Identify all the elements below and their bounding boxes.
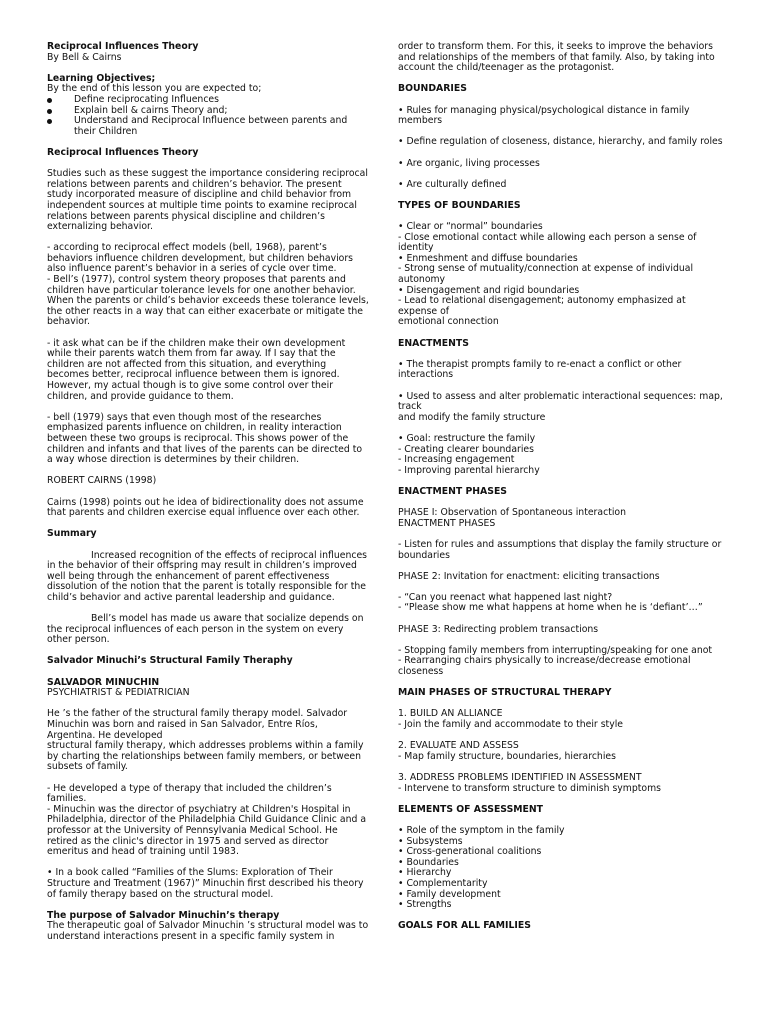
bullet-dot-icon xyxy=(47,109,52,114)
right-column xyxy=(398,42,726,942)
paragraph: - according to reciprocal effect models (bell, 1968), parent’s behaviors influence children development, but children behaviors also influence parent’s behavior in a series of cycle over time. - Bell’s (1977), control system theory proposes that parents and children have particular tolerance levels for one another behavior. When the parents or child’s behavior exceeds these tolerance levels, the other reacts in a way that can either exacerbate or mitigate the behavior. xyxy=(47,242,369,328)
paragraph: • Are organic, living processes xyxy=(398,157,540,169)
paragraph: 1. BUILD AN ALLIANCE - Join the family and accommodate to their style xyxy=(398,708,624,730)
paragraph: • Used to assess and alter problematic interactional sequences: map, track and modify the family structure xyxy=(398,390,723,423)
paragraph: By Bell & Cairns xyxy=(47,51,122,63)
bullet-dot-icon xyxy=(47,119,52,124)
paragraph: order to transform them. For this, it seeks to improve the behaviors and relationships of the members of that family. Also, by taking into account the child/teenager as the protagonist. xyxy=(398,41,715,74)
section-heading: GOALS FOR ALL FAMILIES xyxy=(398,920,531,932)
paragraph: PSYCHIATRIST & PEDIATRICIAN xyxy=(47,687,190,699)
section-heading: Salvador Minuchi’s Structural Family Theraphy xyxy=(47,655,293,667)
section-heading: ENACTMENT PHASES xyxy=(398,485,507,497)
paragraph: ROBERT CAIRNS (1998) xyxy=(47,475,157,487)
section-heading: Reciprocal Influences Theory xyxy=(47,41,199,52)
paragraph: - He developed a type of therapy that included the children’s families. - Minuchin was the director of psychiatry at Children's Hospital in Philadelphia, director of the Philadelphia Child Guidance Clinic and a professor at the University of Pennsylvania Medical School. He retired as the clinic's director in 1975 and served as director emeritus and head of training until 1983. xyxy=(47,782,367,858)
paragraph: • Goal: restructure the family - Creating clearer boundaries - Increasing engagement - Improving parental hierarchy xyxy=(398,432,540,476)
paragraph: • Clear or “normal” boundaries - Close emotional contact while allowing each person a sense of identity • Enmeshment and diffuse boundaries - Strong sense of mutuality/connection at expense of individual autonomy • Disengagement and rigid boundaries - Lead to relational disengagement; autonomy emphasized at expense of emotional connection xyxy=(398,221,697,328)
paragraph: Studies such as these suggest the importance considering reciprocal relations between parents and children’s behavior. The present study incorporated measure of discipline and child behavior from independent sources at multiple time points to examine reciprocal relations between parents physical discipline and children’s externalizing behavior. xyxy=(47,168,368,233)
paragraph: Cairns (1998) points out he idea of bidirectionality does not assume that parents and children exercise equal influence over each other. xyxy=(47,496,364,519)
paragraph: - bell (1979) says that even though most of the researches emphasized parents influence on children, in reality interaction between these two groups is reciprocal. This shows power of the children and infants and that lives of the parents can be directed to a way whose direction is determines by their children. xyxy=(47,411,363,466)
paragraph: - it ask what can be if the children make their own development while their parents watch them from far away. If I say that the children are not affected from this situation, and everything becomes better, reciprocal influence between them is ignored. However, my actual though is to give some control over their children, and provide guidance to them. xyxy=(47,337,346,402)
section-heading: Reciprocal Influences Theory xyxy=(47,146,199,158)
left-column xyxy=(47,42,369,953)
bullet-text: Understand and Reciprocal Influence between parents and their Children xyxy=(74,115,348,137)
section-heading: MAIN PHASES OF STRUCTURAL THERAPY xyxy=(398,687,612,699)
section-heading: Learning Objectives; xyxy=(47,72,156,84)
bullet-list xyxy=(47,95,369,137)
section-heading: BOUNDARIES xyxy=(398,83,467,95)
paragraph: • Are culturally defined xyxy=(398,178,507,190)
bullet-text: Define reciprocating Influences xyxy=(74,93,219,105)
paragraph: - “Can you reenact what happened last night? - “Please show me what happens at home when he is ‘defiant’…” xyxy=(398,591,703,614)
paragraph: 2. EVALUATE AND ASSESS - Map family structure, boundaries, hierarchies xyxy=(398,740,616,762)
paragraph: PHASE 2: Invitation for enactment: eliciting transactions xyxy=(398,570,660,582)
paragraph: • Rules for managing physical/psychological distance in family members xyxy=(398,104,690,127)
paragraph: Increased recognition of the effects of reciprocal influences in the behavior of their offspring may result in children’s improved well being through the enhancement of parent effectiveness dissolution of the notion that the parent is totally responsible for the child’s behavior and active parental leadership and guidance. xyxy=(47,549,368,603)
paragraph: • The therapist prompts family to re-enact a conflict or other interactions xyxy=(398,358,682,381)
paragraph: PHASE 3: Redirecting problem transactions xyxy=(398,623,599,635)
bullet-dot-icon xyxy=(47,98,52,103)
section-heading: ENACTMENTS xyxy=(398,337,469,349)
section-heading: The purpose of Salvador Minuchin’s therapy xyxy=(47,909,280,921)
paragraph: • Define regulation of closeness, distance, hierarchy, and family roles xyxy=(398,136,723,148)
section-heading: Summary xyxy=(47,528,97,540)
paragraph: By the end of this lesson you are expected to; xyxy=(47,83,262,95)
paragraph: - Listen for rules and assumptions that display the family structure or boundaries xyxy=(398,538,722,561)
paragraph: • In a book called “Families of the Slums: Exploration of Their Structure and Treatment (1967)” Minuchin first described his theory of family therapy based on the structural model. xyxy=(47,867,364,900)
paragraph: • Role of the symptom in the family • Subsystems • Cross-generational coalitions • Boundaries • Hierarchy • Complementarity • Family development • Strengths xyxy=(398,824,565,911)
paragraph: He ’s the father of the structural family therapy model. Salvador Minuchin was born and raised in San Salvador, Entre Ríos, Argentina. He developed structural family therapy, which addresses problems within a family by charting the relationships between family members, or between subsets of family. xyxy=(47,708,364,773)
paragraph: - Stopping family members from interrupting/speaking for one anot - Rearranging chairs physically to increase/decrease emotional closeness xyxy=(398,644,713,678)
section-heading: TYPES OF BOUNDARIES xyxy=(398,199,521,211)
paragraph: 3. ADDRESS PROBLEMS IDENTIFIED IN ASSESSMENT - Intervene to transform structure to diminish symptoms xyxy=(398,771,661,794)
paragraph: Bell’s model has made us aware that socialize depends on the reciprocal influences of each person in the system on every other person. xyxy=(47,613,364,646)
paragraph: PHASE I: Observation of Spontaneous interaction ENACTMENT PHASES xyxy=(398,507,626,529)
bullet-text: Explain bell & cairns Theory and; xyxy=(74,104,228,116)
paragraph: The therapeutic goal of Salvador Minuchin ’s structural model was to understand interactions present in a specific family system in xyxy=(47,920,369,942)
section-heading: ELEMENTS OF ASSESSMENT xyxy=(398,803,543,815)
section-heading: SALVADOR MINUCHIN xyxy=(47,676,160,688)
bullet-item xyxy=(47,116,369,137)
